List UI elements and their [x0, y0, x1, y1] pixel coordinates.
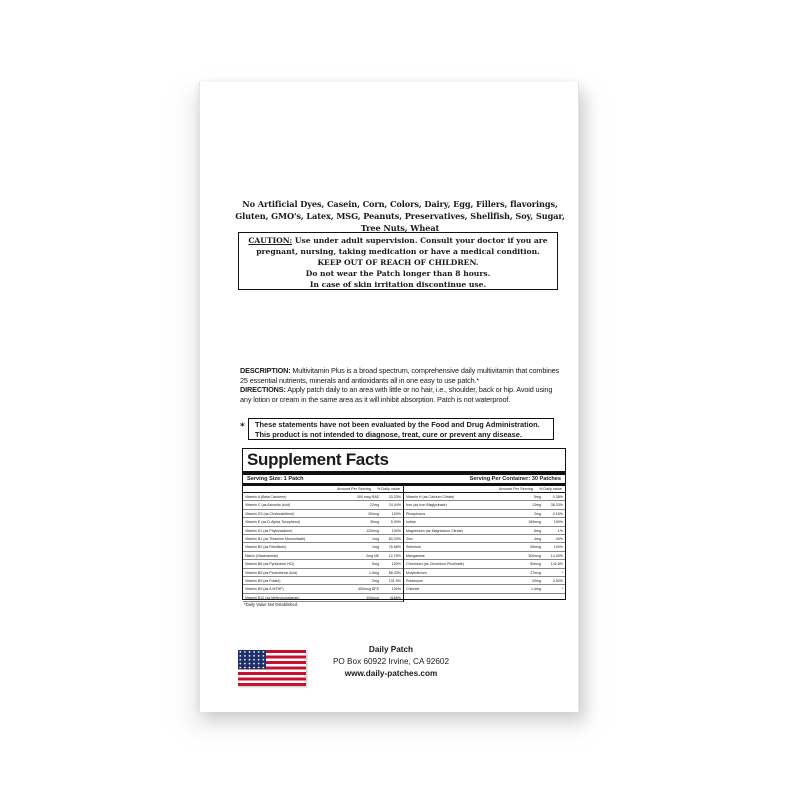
nutrient-amount: 4mg	[534, 536, 541, 541]
nutrient-row	[243, 585, 403, 593]
nutrient-amount: 300 mcg RAE	[356, 495, 379, 499]
nutrient-amount: 22mg	[370, 503, 379, 508]
nutrient-dv: 100%	[391, 511, 401, 516]
nutrient-dv: 83.33%	[388, 536, 401, 541]
left-column-header	[243, 486, 403, 493]
nutrient-amount: 1mg	[372, 545, 379, 550]
nutrient-name: Vitamin K1 (as Phytonadione)	[245, 528, 293, 533]
nutrient-row	[404, 510, 565, 518]
allergen-free-statement: No Artificial Dyes, Casein, Corn, Colors, Dairy, Egg, Fillers, flavorings, Gluten, GMO's, Latex, MSG, Peanuts, Preservatives, Shellfish, Soy, Sugar, Tree Nuts, Wheat	[235, 199, 565, 233]
nutrient-dv: 1%	[557, 528, 563, 533]
nutrient-name: Chromium (as Chromium Picolinate)	[406, 562, 464, 567]
right-dv-header: % Daily value	[538, 487, 562, 491]
nutrient-dv: 0.38%	[552, 495, 563, 499]
nutrient-amount: 2mg	[534, 511, 541, 516]
nutrient-amount: 5mg	[534, 495, 541, 499]
nutrient-amount: 55mcg	[530, 545, 541, 550]
nutrient-row	[404, 543, 565, 551]
nutrient-row	[404, 501, 565, 509]
nutrient-row	[404, 577, 565, 585]
right-amount-header: Amount Per Serving	[499, 487, 533, 491]
nutrient-dv: 40%	[555, 536, 563, 541]
fda-line2: This product is not intended to diagnose, treat, cure or prevent any disease.	[255, 429, 522, 439]
fda-disclaimer-box	[248, 418, 554, 440]
nutrient-name: Magnesium (as Magnesium Citrate)	[406, 528, 463, 533]
nutrient-dv: 101.9%	[388, 578, 401, 583]
nutrient-name: Vitamin B2 (as Riboflavin)	[245, 545, 287, 550]
nutrient-amount: 1.5mg	[369, 570, 379, 575]
description-label: DESCRIPTION:	[240, 366, 291, 375]
nutrient-amount: 150mcg	[528, 520, 541, 525]
nutrient-row	[404, 569, 565, 577]
nutrient-row	[243, 527, 403, 535]
caution-line1	[243, 235, 553, 257]
nutrient-row	[404, 527, 565, 535]
nutrient-row	[243, 510, 403, 518]
nutrient-amount: 1.4mg	[531, 587, 541, 592]
caution-line2: KEEP OUT OF REACH OF CHILDREN.	[317, 258, 479, 267]
facts-columns	[243, 486, 565, 602]
nutrient-name: Niacin (Niacinamide)	[245, 553, 279, 558]
product-pouch	[199, 82, 579, 712]
nutrient-name: Vitamin B12 (as Methylcobalamin)	[245, 595, 300, 600]
nutrient-row	[404, 535, 565, 543]
nutrient-row	[243, 518, 403, 526]
fda-line1: These statements have not been evaluated by the Food and Drug Administration.	[255, 420, 540, 429]
nutrient-name: Potassium	[406, 578, 423, 583]
nutrient-name: Vitamin E (as D-Alpha Tocopherol)	[245, 520, 300, 525]
nutrient-row	[404, 585, 565, 593]
nutrient-amount: 13mg	[532, 503, 541, 508]
caution-box	[238, 232, 558, 290]
nutrient-row	[404, 493, 565, 501]
nutrient-name: Vitamin D3 (as Cholecalciferol)	[245, 511, 295, 516]
nutrient-dv: 0.50%	[552, 578, 563, 583]
right-nutrient-rows	[404, 493, 565, 594]
daily-value-footnote: *Daily Value Not Established.	[244, 602, 299, 607]
nutrient-name: Selenium	[406, 545, 421, 550]
facts-left-column	[243, 486, 404, 602]
nutrient-row	[243, 552, 403, 560]
nutrient-dv: 4166%	[389, 595, 401, 600]
nutrient-dv: 0.16%	[552, 511, 563, 516]
nutrient-amount: 100mcg	[366, 595, 379, 600]
nutrient-name: Zinc	[406, 536, 413, 541]
caution-label: CAUTION:	[248, 236, 293, 245]
nutrient-dv: 100%	[391, 562, 401, 567]
nutrient-dv: 33.33%	[388, 495, 401, 499]
nutrient-name: Vitamin A (Beta Carotene)	[245, 495, 287, 499]
nutrient-row	[404, 518, 565, 526]
nutrient-amount: 2mg	[372, 578, 379, 583]
supplement-facts-panel	[242, 448, 566, 600]
us-flag-icon	[238, 650, 306, 686]
caution-line3: Do not wear the Patch longer than 8 hours.	[305, 269, 491, 278]
nutrient-name: Vitamin B9 (as 5-MTHF)	[245, 587, 284, 592]
serving-info	[243, 475, 565, 486]
nutrient-row	[243, 493, 403, 501]
nutrient-amount: 20mg	[532, 578, 541, 583]
nutrient-dv: 12.75%	[388, 553, 401, 558]
nutrient-dv: 88.33%	[388, 570, 401, 575]
nutrient-dv: *	[561, 570, 563, 575]
nutrient-dv: 100%	[391, 528, 401, 533]
nutrient-name: Molybdenum	[406, 570, 427, 575]
nutrient-amount: 5mg	[372, 562, 379, 567]
nutrient-amount: 50mcg	[530, 562, 541, 567]
nutrient-name: Vitamin H (as Calcium Citrate)	[406, 495, 455, 499]
nutrient-dv: 100%	[553, 545, 563, 550]
nutrient-dv: 5.00%	[390, 520, 401, 525]
supplement-facts-title: Supplement Facts	[243, 449, 565, 475]
nutrient-amount: 120mcg	[366, 528, 379, 533]
nutrient-row	[243, 594, 403, 602]
nutrient-name: Vitamin B5 (as Pantothenic Acid)	[245, 570, 298, 575]
nutrient-row	[243, 543, 403, 551]
right-column-header	[404, 486, 565, 493]
nutrient-name: Iron (as Iron Bisglycinate)	[406, 503, 447, 508]
nutrient-dv: 100%	[391, 587, 401, 592]
left-amount-header: Amount Per Serving	[337, 487, 371, 491]
nutrient-amount: 2mg NE	[366, 553, 379, 558]
nutrient-name: Vitamin B6 (as Pyridoxine HCl)	[245, 562, 295, 567]
nutrient-row	[243, 501, 403, 509]
nutrient-dv: 142.8%	[550, 562, 563, 567]
servings-per-container: Serving Per Container: 30 Patches	[469, 476, 561, 482]
company-name: Daily Patch	[368, 645, 414, 654]
nutrient-amount: 20mcg	[368, 511, 379, 516]
left-dv-header: % Daily value	[376, 487, 400, 491]
nutrient-row	[404, 560, 565, 568]
nutrient-row	[243, 569, 403, 577]
nutrient-name: Manganese	[406, 553, 425, 558]
directions-text: Apply patch daily to an area with little or no hair, i.e., shoulder, back or hip. Avoid using any lotion or cream in the same area as it will inhibit absorption. Patch is not waterproof.	[240, 385, 553, 404]
company-website: www.daily-patches.com	[344, 669, 438, 678]
description-block	[240, 366, 562, 404]
nutrient-name: Vitamin B9 (as Folate)	[245, 578, 281, 583]
nutrient-dv: *	[561, 587, 563, 592]
nutrient-amount: 400mcg DFE	[358, 587, 379, 592]
nutrient-name: Phosphorus	[406, 511, 426, 516]
nutrient-dv: 38.33%	[550, 503, 563, 508]
nutrient-dv: 24.44%	[388, 503, 401, 508]
nutrient-dv: 14.30%	[550, 553, 563, 558]
nutrient-row	[243, 577, 403, 585]
nutrient-amount: 1mg	[372, 536, 379, 541]
fda-asterisk: *	[240, 422, 245, 432]
flag-canton	[238, 650, 266, 669]
nutrient-row	[243, 560, 403, 568]
nutrient-amount: 6mg	[534, 528, 541, 533]
serving-size: Serving Size: 1 Patch	[247, 476, 304, 482]
description-text: Multivitamin Plus is a broad spectrum, comprehensive daily multivitamin that combines 25 essential nutrients, minerals and antioxidants all in one easy to use patch.*	[240, 366, 560, 385]
nutrient-row	[404, 552, 565, 560]
company-address: PO Box 60922 Irvine, CA 92602	[332, 657, 450, 666]
nutrient-name: Vitamin C (as Ascorbic Acid)	[245, 503, 291, 508]
left-nutrient-rows	[243, 493, 403, 602]
nutrient-amount: 30mg	[370, 520, 379, 525]
nutrient-dv: 100%	[553, 520, 563, 525]
nutrient-name: Iodine	[406, 520, 416, 525]
nutrient-amount: 300mcg	[528, 553, 541, 558]
facts-right-column	[404, 486, 565, 602]
directions-label: DIRECTIONS:	[240, 385, 286, 395]
company-info	[328, 644, 454, 680]
nutrient-dv: 76.88%	[388, 545, 401, 550]
nutrient-amount: 27mcg	[530, 570, 541, 575]
caution-line4: In case of skin irritation discontinue use.	[309, 280, 487, 289]
caution-text: Use under adult supervision. Consult your doctor if you are pregnant, nursing, taking medication or have a medical condition.	[256, 236, 548, 256]
nutrient-name: Chloride	[406, 587, 420, 592]
nutrient-name: Vitamin B1 (as Thiamine Mononitrate)	[245, 536, 306, 541]
nutrient-row	[243, 535, 403, 543]
